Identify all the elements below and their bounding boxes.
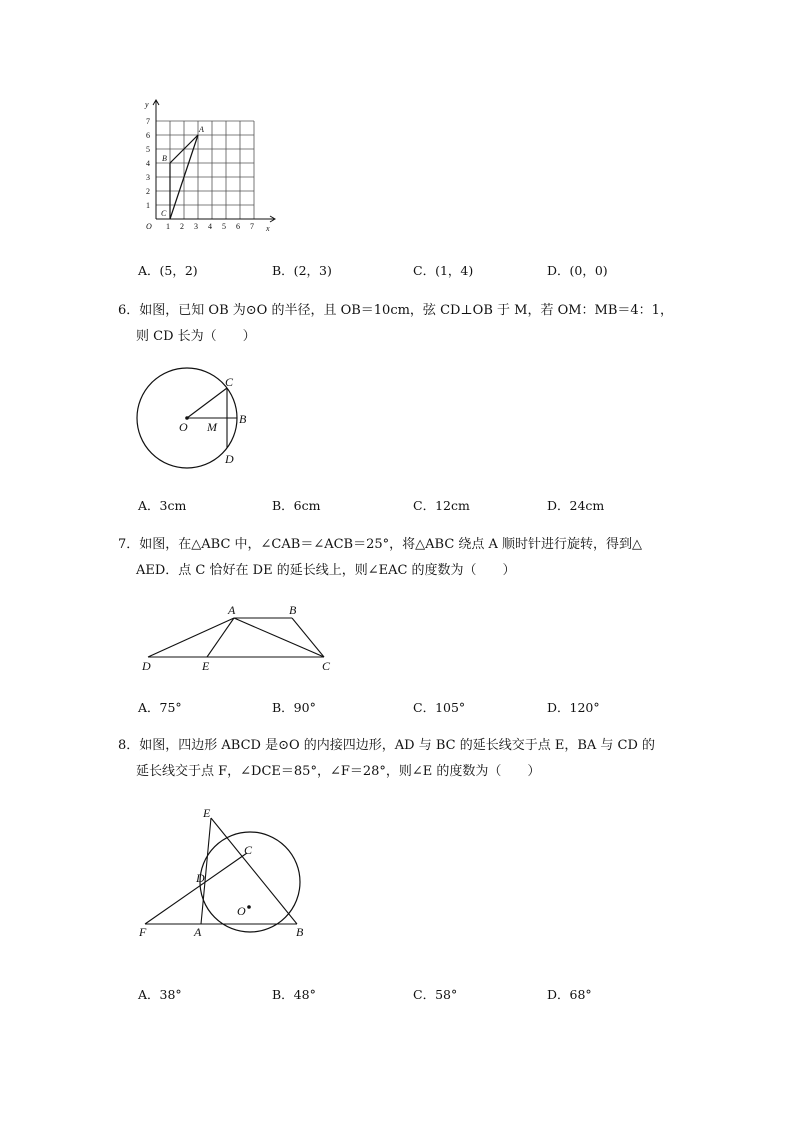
tick-x-2: 2 — [180, 222, 184, 231]
q8-label-e: E — [203, 806, 211, 820]
tick-y-6: 6 — [146, 131, 150, 140]
q8-text-line1: 如图，四边形 ABCD 是⊙O 的内接四边形，AD 与 BC 的延长线交于点 E，BA 与 CD 的 — [139, 738, 656, 753]
q8-option-a[interactable]: A．38° — [138, 987, 182, 1002]
q8-label-f: F — [139, 925, 147, 939]
q6-option-d[interactable]: D．24cm — [547, 498, 605, 513]
q5-option-b[interactable]: B．(2，3) — [272, 263, 332, 278]
q5-option-a[interactable]: A．(5，2) — [138, 263, 198, 278]
q8-label-o: O — [237, 904, 246, 918]
q7-text-line2: AED．点 C 恰好在 DE 的延长线上，则∠EAC 的度数为（ ） — [136, 563, 516, 578]
q7-option-d[interactable]: D．120° — [547, 700, 600, 715]
q8-option-c[interactable]: C．58° — [413, 987, 458, 1002]
q7-label-c: C — [322, 659, 331, 673]
q8-stem — [118, 733, 698, 785]
tick-x-6: 6 — [236, 222, 240, 231]
tick-y-4: 4 — [146, 159, 150, 168]
point-a-label: A — [199, 125, 204, 134]
q6-circle-figure — [130, 365, 260, 475]
q7-number: 7． — [118, 537, 140, 552]
q8-label-a: A — [194, 925, 202, 939]
q7-label-d: D — [142, 659, 151, 673]
q7-label-e: E — [202, 659, 210, 673]
q8-option-d[interactable]: D．68° — [547, 987, 592, 1002]
q8-label-d: D — [196, 871, 205, 885]
q6-stem — [118, 298, 698, 350]
tick-y-2: 2 — [146, 187, 150, 196]
tick-y-3: 3 — [146, 173, 150, 182]
q7-label-a: A — [228, 603, 236, 617]
tick-x-5: 5 — [222, 222, 226, 231]
q8-label-c: C — [244, 843, 253, 857]
segment-fc — [145, 853, 247, 924]
q6-number: 6． — [118, 303, 140, 318]
q7-stem — [118, 532, 698, 584]
q7-label-b: B — [289, 603, 297, 617]
q6-option-c[interactable]: C．12cm — [413, 498, 470, 513]
point-c-label: C — [161, 209, 167, 218]
tick-x-1: 1 — [166, 222, 170, 231]
q7-triangle-figure — [136, 600, 346, 678]
q6-label-o: O — [179, 420, 188, 434]
origin-label: O — [146, 222, 152, 231]
center-dot — [247, 905, 251, 909]
q6-label-d: D — [225, 452, 234, 466]
q6-option-a[interactable]: A．3cm — [138, 498, 187, 513]
y-axis-label: y — [145, 100, 149, 109]
x-axis-label: x — [266, 224, 270, 233]
segment-eb — [211, 818, 297, 924]
q8-label-b: B — [296, 925, 304, 939]
q5-grid-figure — [136, 95, 286, 235]
tick-x-4: 4 — [208, 222, 212, 231]
q8-text-line2: 延长线交于点 F，∠DCE＝85°，∠F＝28°，则∠E 的度数为（ ） — [136, 764, 541, 779]
tick-y-1: 1 — [146, 201, 150, 210]
q7-option-b[interactable]: B．90° — [272, 700, 316, 715]
tick-x-3: 3 — [194, 222, 198, 231]
q6-text-line1: 如图，已知 OB 为⊙O 的半径，且 OB＝10cm，弦 CD⊥OB 于 M，若 OM：MB＝4：1， — [139, 303, 673, 318]
segment-ac — [234, 618, 324, 657]
q6-label-m: M — [207, 420, 217, 434]
q6-option-b[interactable]: B．6cm — [272, 498, 321, 513]
point-b-label: B — [162, 154, 167, 163]
q8-number: 8． — [118, 738, 140, 753]
segment-bc — [292, 618, 324, 657]
q7-option-c[interactable]: C．105° — [413, 700, 466, 715]
q7-option-a[interactable]: A．75° — [138, 700, 182, 715]
tick-y-5: 5 — [146, 145, 150, 154]
tick-x-7: 7 — [250, 222, 254, 231]
q6-text-line2: 则 CD 长为（ ） — [136, 329, 256, 344]
q8-cyclic-quad-figure — [134, 800, 314, 945]
tick-y-7: 7 — [146, 117, 150, 126]
q5-option-c[interactable]: C．(1，4) — [413, 263, 474, 278]
q5-option-d[interactable]: D．(0，0) — [547, 263, 608, 278]
q8-option-b[interactable]: B．48° — [272, 987, 316, 1002]
q6-label-b: B — [239, 412, 247, 426]
radius-oc — [187, 388, 227, 418]
q6-label-c: C — [225, 375, 234, 389]
q7-text-line1: 如图，在△ABC 中，∠CAB＝∠ACB＝25°，将△ABC 绕点 A 顺时针进行旋转，得到△ — [139, 537, 643, 552]
